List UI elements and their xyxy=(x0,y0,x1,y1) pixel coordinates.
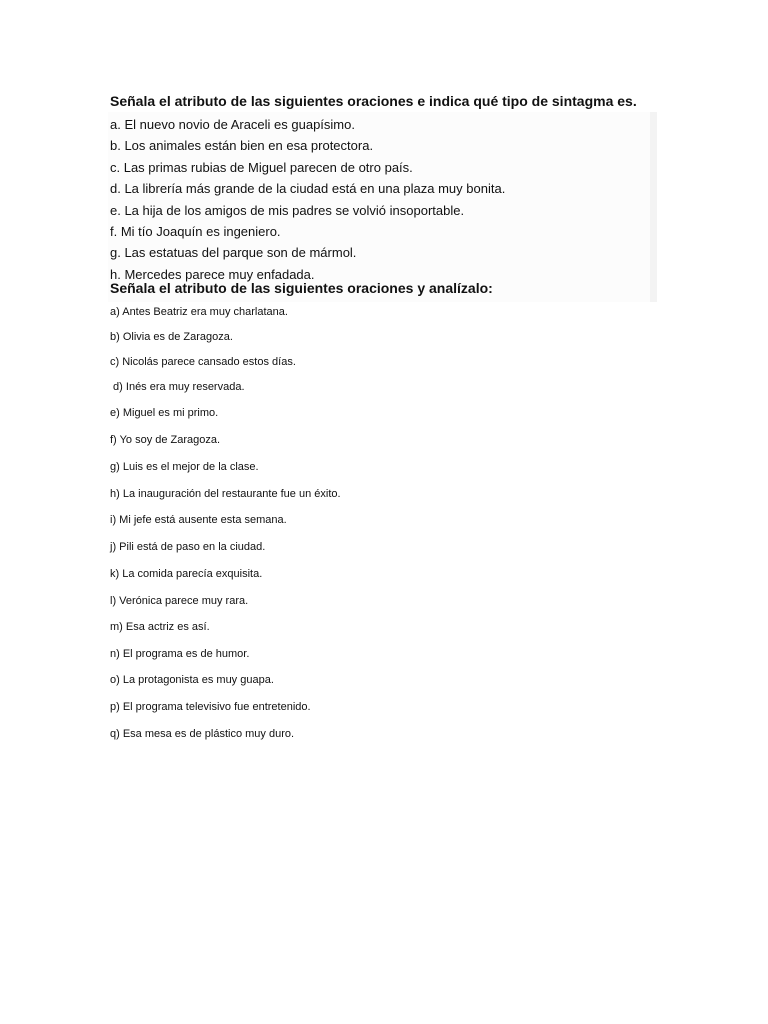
list-item: f) Yo soy de Zaragoza. xyxy=(110,434,221,446)
list-item: a. El nuevo novio de Araceli es guapísimo. xyxy=(110,117,355,132)
list-item: f. Mi tío Joaquín es ingeniero. xyxy=(110,224,281,240)
exercise-one-list xyxy=(110,114,670,285)
list-item: b. Los animales están bien en esa protectora. xyxy=(110,138,374,154)
list-item: k) La comida parecía exquisita. xyxy=(110,568,263,580)
list-item: e. La hija de los amigos de mis padres se volvió insoportable. xyxy=(110,202,465,218)
exercise-one-title: Señala el atributo de las siguientes oraciones e indica qué tipo de sintagma es. xyxy=(110,93,637,109)
list-item: d) Inés era muy reservada. xyxy=(110,381,245,393)
list-item: c. Las primas rubias de Miguel parecen de otro país. xyxy=(110,159,413,175)
list-item: b) Olivia es de Zaragoza. xyxy=(110,331,233,343)
list-item: g. Las estatuas del parque son de mármol. xyxy=(110,245,357,261)
list-item: h. Mercedes parece muy enfadada. xyxy=(110,266,315,282)
exercise-two-title: Señala el atributo de las siguientes oraciones y analízalo: xyxy=(110,280,493,296)
exercise-one xyxy=(110,92,670,285)
list-item: j) Pili está de paso en la ciudad. xyxy=(110,541,266,553)
list-item: n) El programa es de humor. xyxy=(110,648,250,660)
list-item: a) Antes Beatriz era muy charlatana. xyxy=(110,306,288,318)
list-item: e) Miguel es mi primo. xyxy=(110,407,219,419)
list-item: c) Nicolás parece cansado estos días. xyxy=(110,356,296,368)
list-item: h) La inauguración del restaurante fue un éxito. xyxy=(110,488,341,500)
list-item: p) El programa televisivo fue entretenido. xyxy=(110,701,311,713)
list-item: l) Verónica parece muy rara. xyxy=(110,595,249,607)
list-item: d. La librería más grande de la ciudad está en una plaza muy bonita. xyxy=(110,181,506,197)
list-item: o) La protagonista es muy guapa. xyxy=(110,674,274,686)
list-item: i) Mi jefe está ausente esta semana. xyxy=(110,514,287,526)
list-item: m) Esa actriz es así. xyxy=(110,621,210,633)
list-item: q) Esa mesa es de plástico muy duro. xyxy=(110,728,295,740)
list-item: g) Luis es el mejor de la clase. xyxy=(110,461,259,473)
